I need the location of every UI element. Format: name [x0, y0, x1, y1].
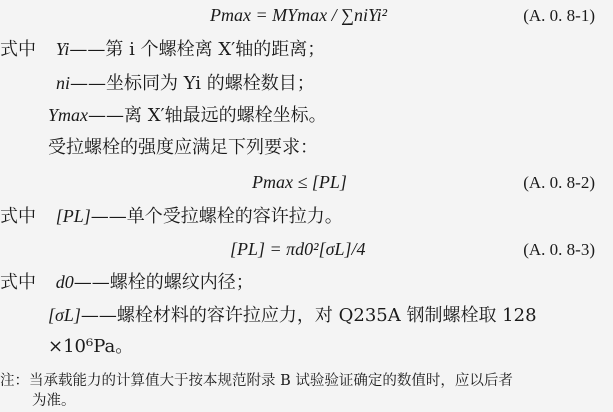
- definition-text: 离 X′轴最远的螺栓坐标。: [124, 105, 327, 126]
- definition-text: 第 i 个螺栓离 X′轴的距离；: [105, 39, 326, 60]
- definition-lead: 式中: [0, 272, 36, 293]
- equation-number: (A. 0. 8-3): [523, 240, 595, 259]
- definition-row: [0, 38, 325, 61]
- definition-row: [56, 72, 315, 95]
- equation-number: (A. 0. 8-1): [523, 6, 595, 25]
- definition-row: [48, 304, 537, 327]
- equation-a-0-8-1: [210, 4, 387, 26]
- equation-a-0-8-2: [252, 171, 347, 193]
- definition-symbol: d0: [55, 272, 74, 292]
- definition-symbol: [σL]: [48, 305, 81, 325]
- equation-a-0-8-3: [230, 238, 365, 260]
- note-line-1: 注：当承载能力的计算值大于按本规范附录 B 试验验证确定的数值时，应以后者: [0, 373, 513, 389]
- definition-continuation: ×10⁶Pa。: [48, 336, 134, 357]
- definition-dash: ——: [80, 305, 117, 326]
- definition-text: 坐标同为 Yi 的螺栓数目；: [106, 73, 315, 94]
- definition-dash: ——: [70, 73, 107, 94]
- definition-text: 螺栓材料的容许拉应力，对 Q235A 钢制螺栓取 128: [116, 305, 537, 326]
- definition-symbol: [PL]: [55, 206, 91, 226]
- definition-text: 单个受拉螺栓的容许拉力。: [126, 206, 343, 227]
- note-line-2: 为准。: [32, 393, 76, 409]
- equation-formula: Pmax = MYmax / ∑niYi²: [210, 5, 388, 25]
- definition-dash: ——: [88, 105, 124, 126]
- definition-dash: ——: [73, 272, 110, 293]
- definition-symbol: Yi: [55, 39, 70, 59]
- definition-row: [48, 104, 327, 127]
- paragraph: 受拉螺栓的强度应满足下列要求：: [48, 137, 318, 158]
- definition-row: [0, 271, 254, 294]
- definition-symbol: ni: [56, 73, 71, 93]
- definition-lead: 式中: [0, 206, 36, 227]
- definition-dash: ——: [90, 206, 127, 227]
- definition-dash: ——: [69, 39, 106, 60]
- definition-text: 螺栓的螺纹内径；: [109, 272, 254, 293]
- equation-number: (A. 0. 8-2): [523, 173, 595, 192]
- definition-symbol: Ymax: [48, 105, 88, 125]
- definition-lead: 式中: [0, 39, 36, 60]
- equation-formula: [PL] = πd0²[σL]/4: [230, 239, 366, 259]
- definition-row: [0, 205, 343, 228]
- equation-formula: Pmax ≤ [PL]: [252, 172, 347, 192]
